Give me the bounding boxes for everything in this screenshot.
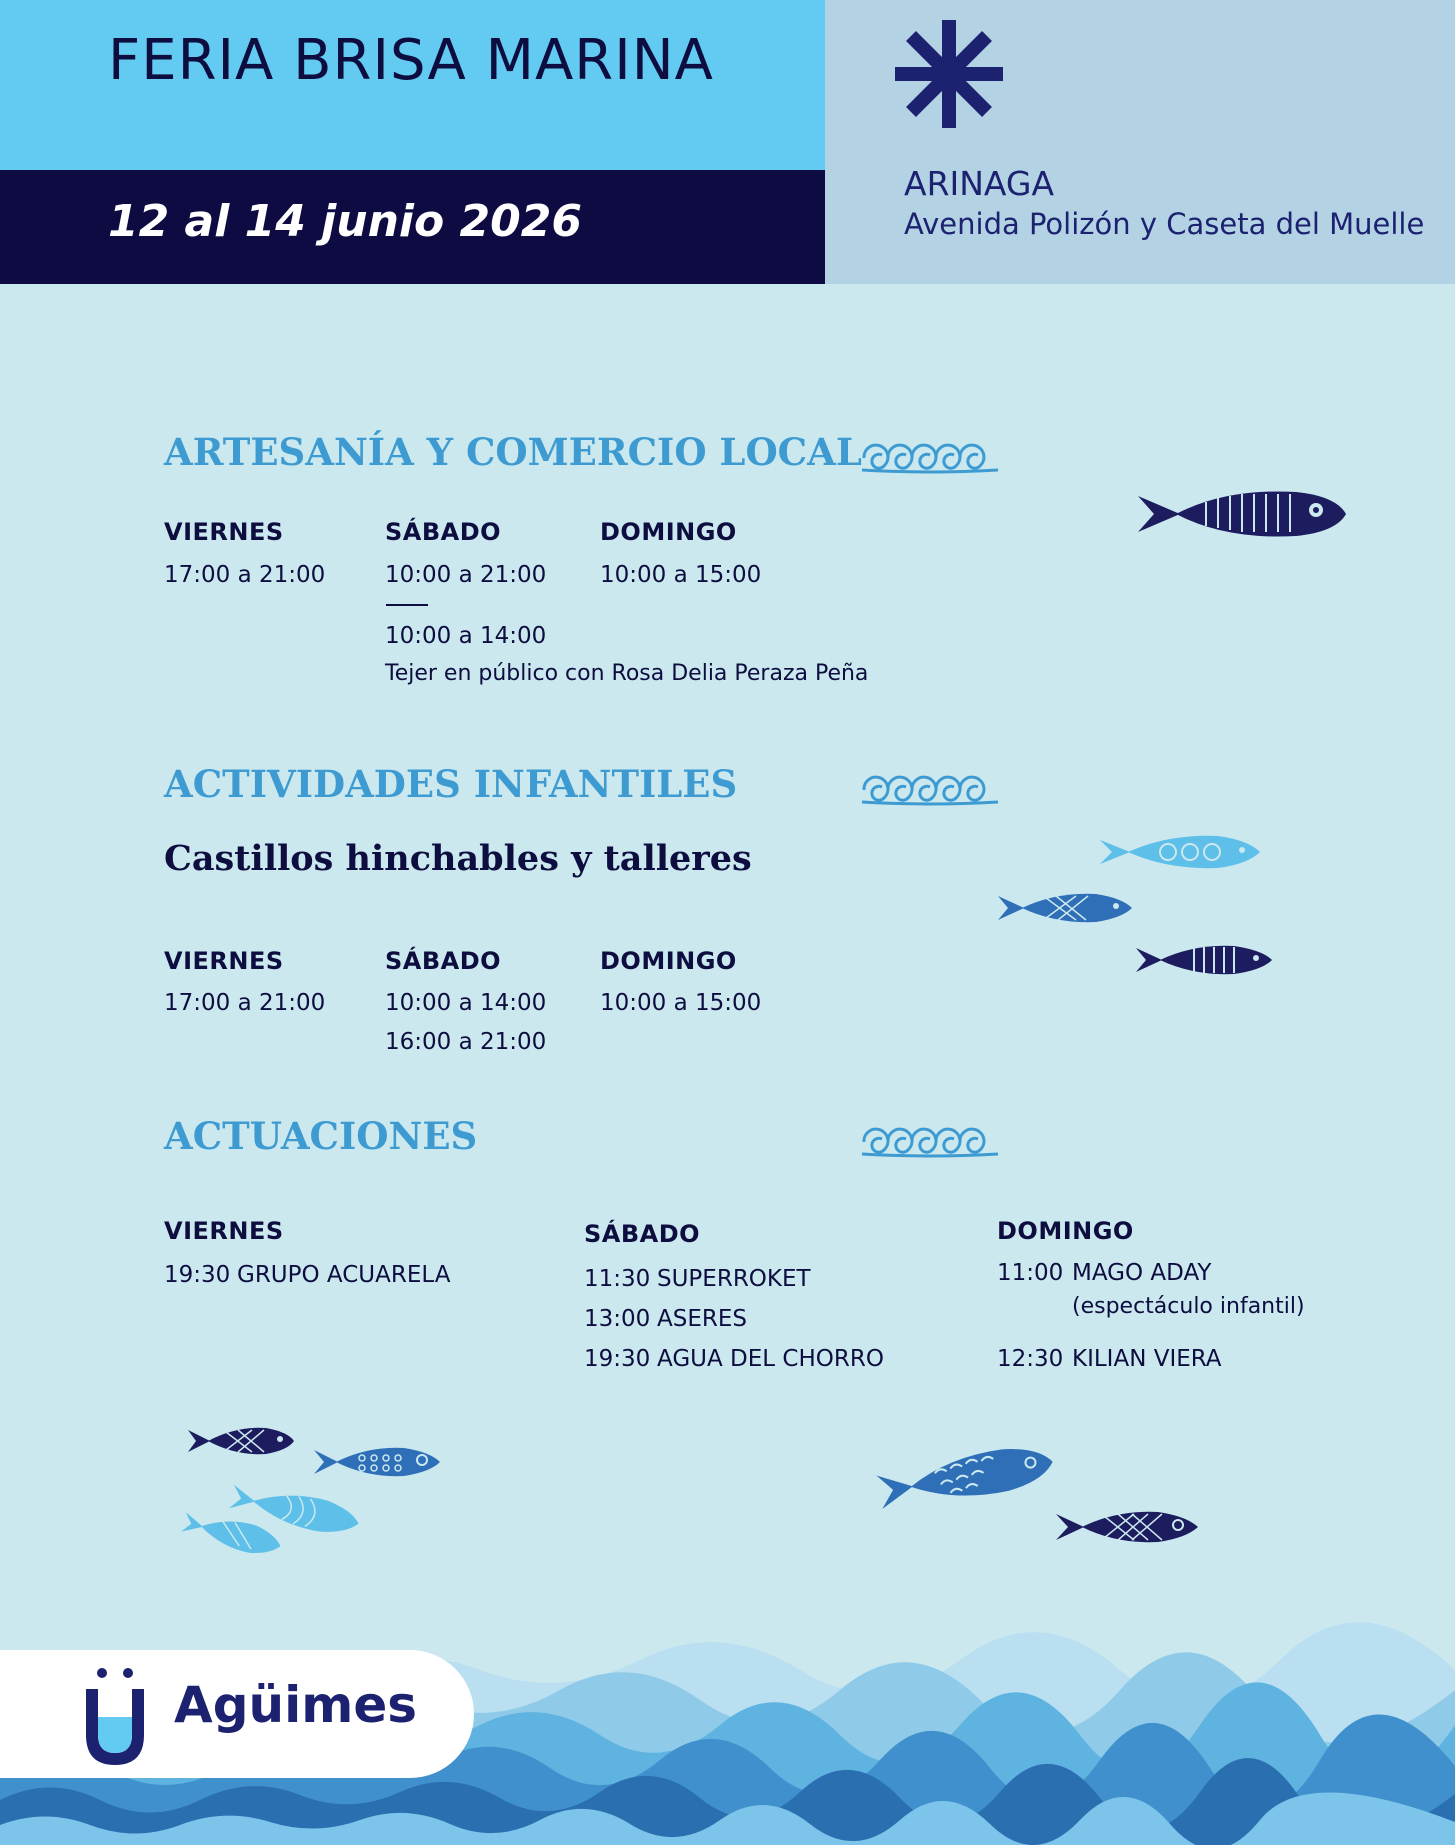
shows-act-domingo-2: KILIAN VIERA — [1072, 1346, 1222, 1372]
shows-day-domingo: DOMINGO — [997, 1217, 1134, 1245]
shows-time-sabado-1: 11:30 — [584, 1266, 651, 1292]
crafts-time-sabado-2: 10:00 a 14:00 — [385, 623, 547, 649]
shows-time-domingo-2: 12:30 — [997, 1346, 1064, 1372]
shows-time-viernes-1: 19:30 — [164, 1262, 231, 1288]
wave-ornament-icon — [860, 768, 1000, 808]
kids-day-viernes: VIERNES — [164, 947, 284, 975]
crafts-day-viernes: VIERNES — [164, 518, 284, 546]
crafts-time-domingo-1: 10:00 a 15:00 — [600, 562, 762, 588]
fish-icon — [1098, 832, 1262, 872]
kids-time-viernes-1: 17:00 a 21:00 — [164, 990, 326, 1016]
fish-icon — [1136, 486, 1348, 542]
crafts-day-domingo: DOMINGO — [600, 518, 737, 546]
crafts-time-sabado-1: 10:00 a 21:00 — [385, 562, 547, 588]
shows-day-sabado: SÁBADO — [584, 1220, 701, 1248]
shows-act-sabado-3: AGUA DEL CHORRO — [657, 1346, 884, 1372]
fish-icon — [996, 890, 1134, 926]
header-title-band — [0, 0, 825, 170]
fish-icon — [186, 1424, 296, 1458]
shows-act-sabado-1: SUPERROKET — [657, 1266, 811, 1292]
shows-time-sabado-2: 13:00 — [584, 1306, 651, 1332]
kids-time-domingo-1: 10:00 a 15:00 — [600, 990, 762, 1016]
shows-day-viernes: VIERNES — [164, 1217, 284, 1245]
crafts-time-viernes-1: 17:00 a 21:00 — [164, 562, 326, 588]
section-title-shows: ACTUACIONES — [164, 1114, 478, 1158]
crafts-note-sabado: Tejer en público con Rosa Delia Peraza Peña — [385, 661, 869, 686]
wave-ornament-icon — [860, 1120, 1000, 1160]
section-title-crafts: ARTESANÍA Y COMERCIO LOCAL — [164, 430, 862, 474]
event-title: FERIA BRISA MARINA — [108, 28, 714, 93]
fish-icon — [1134, 942, 1274, 978]
place-address: Avenida Polizón y Caseta del Muelle — [904, 207, 1425, 241]
logo-name: Agüimes — [174, 1676, 417, 1734]
shows-act-viernes-1: GRUPO ACUARELA — [237, 1262, 451, 1288]
crafts-day-sabado: SÁBADO — [385, 518, 502, 546]
place-town: ARINAGA — [904, 164, 1055, 203]
shows-time-sabado-3: 19:30 — [584, 1346, 651, 1372]
fish-icon — [1054, 1506, 1200, 1548]
kids-subtitle: Castillos hinchables y talleres — [164, 838, 752, 879]
divider — [386, 604, 428, 606]
fish-icon — [312, 1444, 442, 1480]
section-title-kids: ACTIVIDADES INFANTILES — [164, 762, 738, 806]
fish-icon — [180, 1510, 284, 1558]
kids-day-sabado: SÁBADO — [385, 947, 502, 975]
event-dates: 12 al 14 junio 2026 — [108, 196, 583, 247]
fish-icon — [876, 1444, 1056, 1510]
kids-time-sabado-2: 16:00 a 21:00 — [385, 1029, 547, 1055]
kids-day-domingo: DOMINGO — [600, 947, 737, 975]
asterisk-icon — [893, 18, 1005, 130]
kids-time-sabado-1: 10:00 a 14:00 — [385, 990, 547, 1016]
logo-u-icon — [82, 1665, 148, 1769]
shows-act-domingo-1: MAGO ADAY — [1072, 1260, 1212, 1286]
shows-time-domingo-1: 11:00 — [997, 1260, 1064, 1286]
header-date-band — [0, 170, 825, 284]
shows-act-sabado-2: ASERES — [657, 1306, 747, 1332]
wave-ornament-icon — [860, 436, 1000, 476]
shows-detail-domingo-1: (espectáculo infantil) — [1072, 1294, 1305, 1319]
